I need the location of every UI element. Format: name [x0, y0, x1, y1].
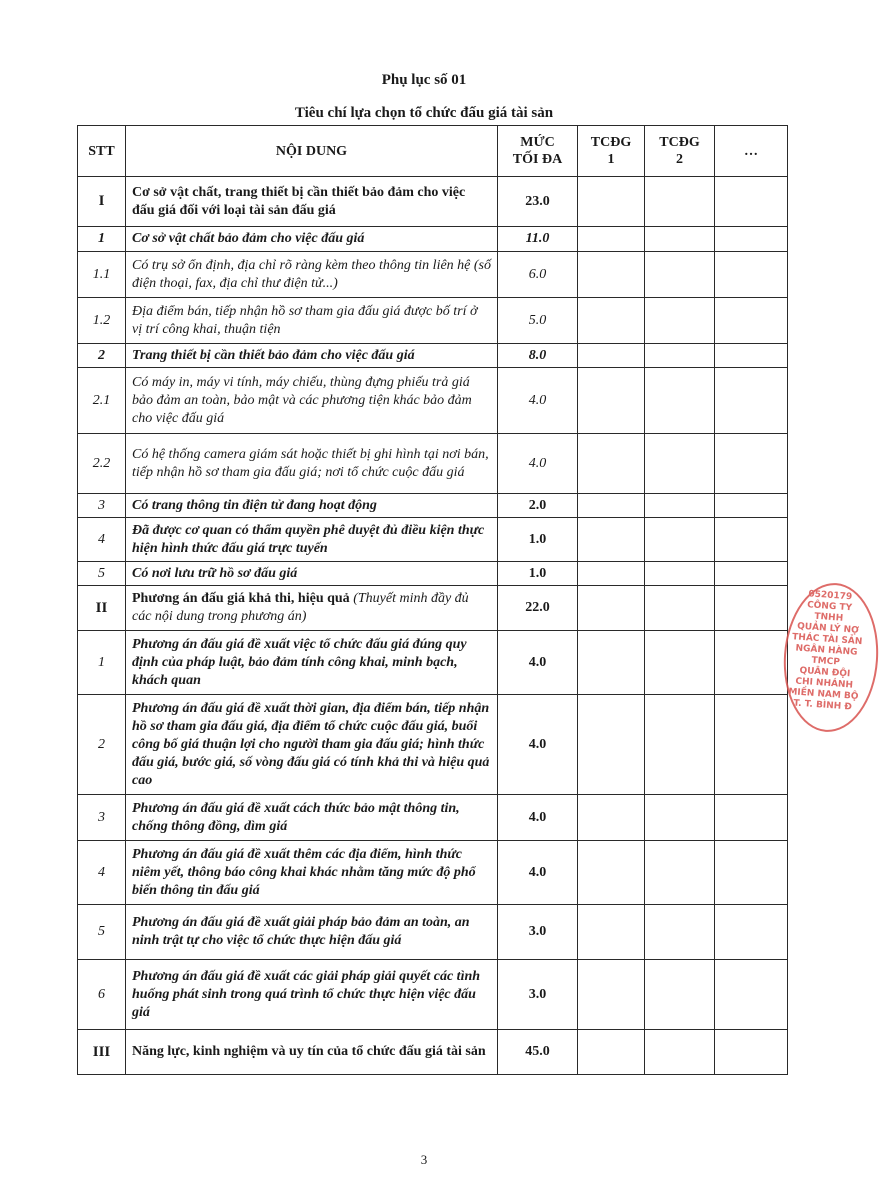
row-max-score: 4.0 [498, 695, 578, 795]
score-cell [715, 227, 788, 252]
row-content-main: Phương án đấu giá khả thi, hiệu quả [132, 591, 350, 606]
score-cell [645, 795, 715, 841]
row-content-note: (Thuyết minh đầy đủ các nội dung trong phương án) [132, 591, 469, 624]
row-stt: 1.2 [78, 298, 126, 344]
score-cell [645, 562, 715, 586]
company-stamp [779, 580, 883, 735]
row-content: Phương án đấu giá đề xuất các giải pháp giải quyết các tình huống phát sinh trong quá trình tổ chức thực hiện việc đấu giá [126, 960, 498, 1030]
score-cell [645, 494, 715, 518]
col-header-org1-line1: TCĐG [590, 135, 632, 150]
score-cell [715, 1030, 788, 1075]
score-cell [645, 631, 715, 695]
table-row [78, 344, 788, 368]
col-header-org1 [578, 126, 645, 177]
row-max-score: 1.0 [498, 562, 578, 586]
table-row [78, 841, 788, 905]
score-cell [715, 177, 788, 227]
score-cell [645, 252, 715, 298]
row-stt: 3 [78, 494, 126, 518]
score-cell [578, 368, 645, 434]
score-cell [578, 227, 645, 252]
row-stt: 3 [78, 795, 126, 841]
row-content: Cơ sở vật chất bảo đảm cho việc đấu giá [126, 227, 498, 252]
row-stt: 4 [78, 841, 126, 905]
row-stt: 6 [78, 960, 126, 1030]
row-stt: I [78, 177, 126, 227]
table-row [78, 518, 788, 562]
row-content: Phương án đấu giá đề xuất cách thức bảo mật thông tin, chống thông đồng, dìm giá [126, 795, 498, 841]
row-content: Có nơi lưu trữ hồ sơ đấu giá [126, 562, 498, 586]
stamp-line: T. T. BÌNH Đ [793, 698, 853, 713]
score-cell [645, 960, 715, 1030]
col-header-max-score [498, 126, 578, 177]
table-row [78, 695, 788, 795]
row-stt: 1.1 [78, 252, 126, 298]
score-cell [645, 518, 715, 562]
col-header-max-line2: TỐI ĐA [512, 152, 563, 167]
row-max-score: 4.0 [498, 841, 578, 905]
score-cell [578, 494, 645, 518]
score-cell [578, 1030, 645, 1075]
row-content: Phương án đấu giá đề xuất việc tổ chức đấu giá đúng quy định của pháp luật, bảo đảm tính công khai, minh bạch, khách quan [126, 631, 498, 695]
row-content: Cơ sở vật chất, trang thiết bị cần thiết bảo đảm cho việc đấu giá đối với loại tài sản đấu giá [126, 177, 498, 227]
row-content: Phương án đấu giá đề xuất thêm các địa điểm, hình thức niêm yết, thông báo công khai khác nhằm tăng mức độ phổ biến thông tin đấu giá [126, 841, 498, 905]
row-stt: 5 [78, 905, 126, 960]
row-stt: II [78, 586, 126, 631]
row-max-score: 4.0 [498, 368, 578, 434]
table-row [78, 227, 788, 252]
row-content: Phương án đấu giá đề xuất giải pháp bảo đảm an toàn, an ninh trật tự cho việc tổ chức thực hiện đấu giá [126, 905, 498, 960]
criteria-table [77, 125, 788, 1075]
stamp-line: QUẢN LÝ NỢ [796, 621, 860, 636]
score-cell [578, 695, 645, 795]
row-max-score: 2.0 [498, 494, 578, 518]
score-cell [578, 841, 645, 905]
table-header-row [78, 126, 788, 177]
row-stt: 2.2 [78, 434, 126, 494]
stamp-line: CHI NHÁNH [795, 676, 854, 691]
score-cell [715, 298, 788, 344]
score-cell [645, 177, 715, 227]
table-row [78, 905, 788, 960]
col-header-content: NỘI DUNG [126, 126, 498, 177]
col-header-more: … [715, 126, 788, 177]
row-content: Phương án đấu giá đề xuất thời gian, địa điểm bán, tiếp nhận hồ sơ tham gia đấu giá, địa điểm tổ chức cuộc đấu giá, buổi công bố giá thuận lợi cho người tham gia đấu giá; hình thức đấu giá, bước giá, số vòng đấu giá có tính khả thi và hiệu quả cao [126, 695, 498, 795]
row-max-score: 3.0 [498, 960, 578, 1030]
row-max-score: 22.0 [498, 586, 578, 631]
appendix-title: Phụ lục số 01 [381, 72, 467, 88]
row-max-score: 1.0 [498, 518, 578, 562]
table-row [78, 252, 788, 298]
row-content: Trang thiết bị cần thiết bảo đảm cho việc đấu giá [126, 344, 498, 368]
col-header-org2 [645, 126, 715, 177]
row-stt: III [78, 1030, 126, 1075]
stamp-line: THÁC TÀI SẢN [791, 632, 863, 648]
row-max-score: 23.0 [498, 177, 578, 227]
row-content: Địa điểm bán, tiếp nhận hồ sơ tham gia đấu giá được bố trí ở vị trí công khai, thuận tiện [126, 298, 498, 344]
score-cell [645, 905, 715, 960]
table-row [78, 795, 788, 841]
score-cell [715, 631, 788, 695]
stamp-line: QUÂN ĐỘI [799, 665, 851, 680]
row-content: Có hệ thống camera giám sát hoặc thiết bị ghi hình tại nơi bán, tiếp nhận hồ sơ tham gia đấu giá; nơi tổ chức cuộc đấu giá [126, 434, 498, 494]
table-row [78, 631, 788, 695]
row-stt: 2.1 [78, 368, 126, 434]
score-cell [715, 368, 788, 434]
score-cell [715, 562, 788, 586]
table-row [78, 368, 788, 434]
row-content: Năng lực, kinh nghiệm và uy tín của tổ chức đấu giá tài sản [126, 1030, 498, 1075]
col-header-org2-line1: TCĐG [659, 135, 700, 150]
table-row [78, 434, 788, 494]
row-max-score: 4.0 [498, 631, 578, 695]
score-cell [645, 586, 715, 631]
score-cell [715, 518, 788, 562]
col-header-stt: STT [78, 126, 126, 177]
table-title: Tiêu chí lựa chọn tổ chức đấu giá tài sản [294, 105, 554, 121]
row-max-score: 4.0 [498, 795, 578, 841]
row-stt: 2 [78, 344, 126, 368]
score-cell [578, 905, 645, 960]
score-cell [645, 368, 715, 434]
col-header-org2-line2: 2 [676, 152, 683, 167]
score-cell [715, 344, 788, 368]
table-row [78, 562, 788, 586]
score-cell [715, 695, 788, 795]
page-number: 3 [420, 1152, 428, 1167]
score-cell [645, 344, 715, 368]
score-cell [715, 494, 788, 518]
table-row [78, 586, 788, 631]
table-row [78, 494, 788, 518]
table-row [78, 1030, 788, 1075]
row-max-score: 11.0 [498, 227, 578, 252]
score-cell [578, 960, 645, 1030]
row-stt: 1 [78, 227, 126, 252]
score-cell [715, 795, 788, 841]
score-cell [578, 562, 645, 586]
row-content: Có trụ sở ổn định, địa chỉ rõ ràng kèm theo thông tin liên hệ (số điện thoại, fax, địa chỉ thư điện tử...) [126, 252, 498, 298]
row-max-score: 5.0 [498, 298, 578, 344]
row-stt: 1 [78, 631, 126, 695]
row-max-score: 6.0 [498, 252, 578, 298]
table-row [78, 177, 788, 227]
score-cell [645, 434, 715, 494]
row-stt: 2 [78, 695, 126, 795]
score-cell [715, 252, 788, 298]
score-cell [715, 434, 788, 494]
score-cell [578, 586, 645, 631]
score-cell [578, 344, 645, 368]
score-cell [578, 434, 645, 494]
score-cell [715, 905, 788, 960]
table-row [78, 298, 788, 344]
score-cell [715, 960, 788, 1030]
score-cell [645, 841, 715, 905]
row-max-score: 4.0 [498, 434, 578, 494]
row-content: Có máy in, máy vi tính, máy chiếu, thùng đựng phiếu trả giá bảo đảm an toàn, bảo mật và các phương tiện khác bảo đảm cho việc đấu giá [126, 368, 498, 434]
stamp-line: MIỀN NAM BỘ [788, 687, 859, 702]
score-cell [578, 518, 645, 562]
score-cell [578, 795, 645, 841]
score-cell [578, 631, 645, 695]
row-content: Có trang thông tin điện tử đang hoạt động [126, 494, 498, 518]
stamp-text [782, 588, 870, 714]
score-cell [578, 298, 645, 344]
row-max-score: 45.0 [498, 1030, 578, 1075]
row-stt: 4 [78, 518, 126, 562]
row-content: Đã được cơ quan có thẩm quyền phê duyệt đủ điều kiện thực hiện hình thức đấu giá trực tuyến [126, 518, 498, 562]
score-cell [578, 177, 645, 227]
score-cell [715, 841, 788, 905]
score-cell [578, 252, 645, 298]
stamp-line: CÔNG TY [806, 600, 853, 614]
col-header-max-line1: MỨC [520, 135, 555, 150]
row-max-score: 3.0 [498, 905, 578, 960]
score-cell [715, 586, 788, 631]
row-max-score: 8.0 [498, 344, 578, 368]
score-cell [645, 227, 715, 252]
row-stt: 5 [78, 562, 126, 586]
score-cell [645, 1030, 715, 1075]
stamp-line: 0520179 [808, 589, 853, 603]
stamp-line: NGÂN HÀNG TMCP [795, 643, 858, 668]
score-cell [645, 298, 715, 344]
row-content [126, 586, 498, 631]
stamp-line: TNHH [814, 611, 844, 624]
score-cell [645, 695, 715, 795]
table-row [78, 960, 788, 1030]
col-header-org1-line2: 1 [607, 152, 615, 167]
